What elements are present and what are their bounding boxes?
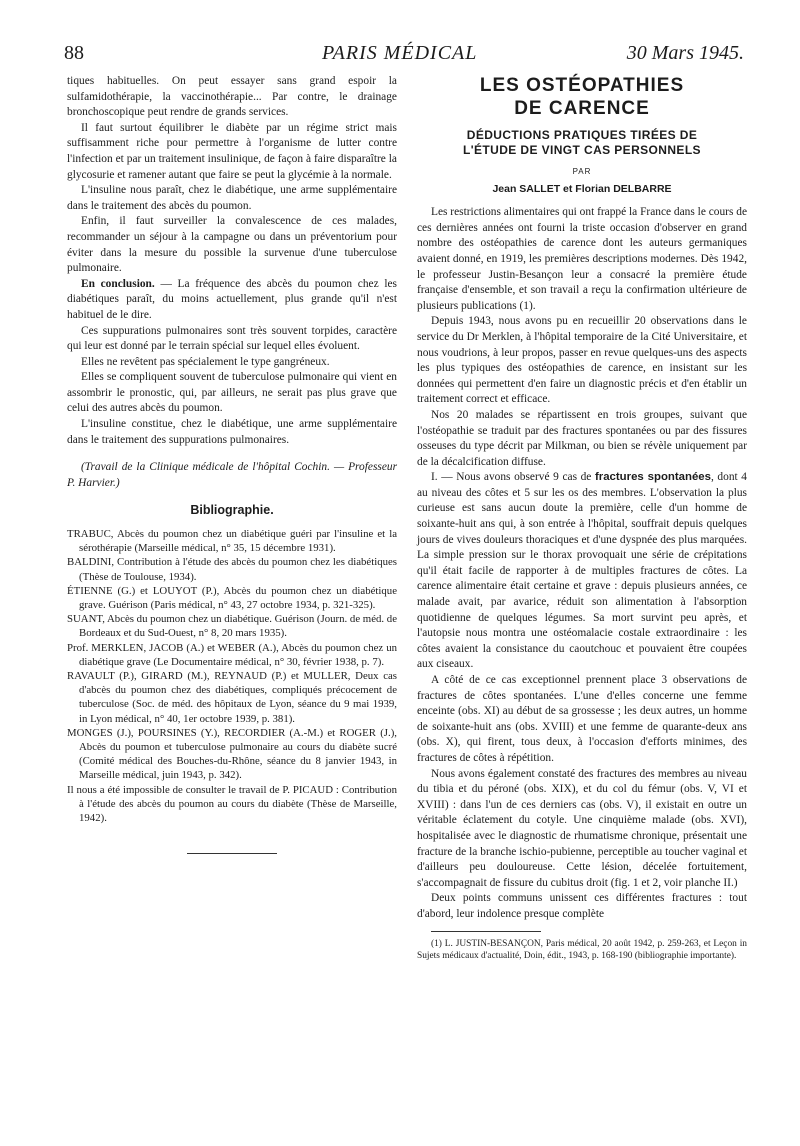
paragraph: tiques habituelles. On peut essayer sans grand espoir la sulfamidothérapie, la vaccinothérapie... Par contre, le drainage bronchoscopique peut rendre de grands services. [67,75,397,119]
fractures-paragraph [417,470,747,673]
emphasis-term: fractures spontanées [594,471,711,484]
paragraph: Deux points communs unissent ces différentes fractures : tout d'abord, leur indolence presque complète [417,892,747,920]
paragraph: Les restrictions alimentaires qui ont frappé la France dans le cours de ces dernières années ont fourni la triste occasion d'observer en grand nombre des ostéopathies de carence dont les auteurs germaniques avaient donné, en 1919, les premières descriptions modernes. Dès 1942, le professeur Justin-Besançon leur a consacré la première étude française d'ensemble, et son travail a reçu la confirmation ultérieure de plusieurs publications (1). [417,206,747,312]
reference-item: SUANT, Abcès du poumon chez un diabétique. Guérison (Journ. de méd. de Bordeaux et du Sud-Ouest, n° 8, 20 mars 1935). [67,613,397,640]
title-line: LES OSTÉOPATHIES [479,75,685,96]
subtitle-line: L'ÉTUDE DE VINGT CAS PERSONNELS [463,143,701,157]
bibliography-title: Bibliographie. [190,503,274,518]
paragraph: Enfin, il faut surveiller la convalescence de ces malades, recommander un séjour à la campagne ou dans un préventorium pour éviter dans la mesure du possible la survenue d'une tuberculose pulmonaire. [67,215,397,275]
page-number: 88 [64,42,84,64]
text-run: I. — Nous avons observé 9 cas de [431,471,595,484]
footnote: (1) L. JUSTIN-BESANÇON, Paris médical, 20 août 1942, p. 259-263, et Leçon in Sujets médicaux d'actualité, Doin, édit., 1943, p. 168-190 (bibliographie importante). [417,938,747,961]
authors: Jean SALLET et Florian DELBARRE [492,182,672,195]
paragraph: Il faut surtout équilibrer le diabète par un régime strict mais suffisamment riche pour permettre à l'organisme de lutter contre l'infection et par un traitement insulinique, de façon à faire disparaître la glycosurie et ramener autant que faire se peut la glycémie à la normale. [67,121,397,181]
article-subtitle [417,128,747,158]
footnote-rule [431,931,541,932]
left-column [67,74,397,854]
article-title [417,74,747,120]
conclusion-paragraph [67,277,397,324]
paragraph: A côté de ce cas exceptionnel prennent place 3 observations de fractures de côtes spontanées. L'une d'elles concerne une femme enceinte (obs. XI) au début de sa grossesse ; les deux autres, un homme de soixante-huit ans (obs. XVIII) et une femme de quarante-deux ans (obs. X), qui firent, tous deux, à l'occasion d'efforts minimes, des fractures de côtes à répétition. [417,674,747,764]
paragraph: Nos 20 malades se répartissent en trois groupes, suivant que l'ostéopathie se traduit par des fractures spontanées ou par des fissures osseuses du type décrit par Milkman, ou bien se révèle uniquement par de la décalcification diffuse. [417,408,747,468]
paragraph: L'insuline constitue, chez le diabétique, une arme supplémentaire dans le traitement des suppurations pulmonaires. [67,418,397,446]
reference-item: RAVAULT (P.), GIRARD (M.), REYNAUD (P.) et MULLER, Deux cas d'abcès du poumon chez des diabétiques, compliqués précocement de tuberculose (Soc. de méd. des hôpitaux de Lyon, séance du 9 mai 1939, in Lyon médical, n° 40, 1er octobre 1939, p. 381). [67,670,397,725]
end-rule [187,853,277,854]
page-header [64,42,744,70]
affiliation-caption: (Travail de la Clinique médicale de l'hôpital Cochin. — Professeur P. Harvier.) [67,461,397,489]
paragraph: Elles se compliquent souvent de tuberculose pulmonaire qui vient en assombrir le pronostic, qui, par ailleurs, ne serait pas plus grave que celui des autres abcès du poumon. [67,371,397,415]
paragraph: Ces suppurations pulmonaires sont très souvent torpides, caractère qui leur est donné par le terrain spécial sur lequel elles évoluent. [67,324,397,353]
reference-item: TRABUC, Abcès du poumon chez un diabétique guéri par l'insuline et la sérothérapie (Marseille médical, n° 35, 15 décembre 1931). [67,528,397,555]
byline-par: PAR [572,167,592,176]
conclusion-lead: En conclusion. [81,277,155,290]
reference-item: BALDINI, Contribution à l'étude des abcès du poumon chez les diabétiques (Thèse de Toulouse, 1934). [67,556,397,583]
reference-item: Il nous a été impossible de consulter le travail de P. PICAUD : Contribution à l'étude des abcès du poumon au cours du diabète (Thèse de Marseille, 1942). [67,783,397,825]
issue-date: 30 Mars 1945. [626,42,744,64]
paragraph: Elles ne revêtent pas spécialement le type gangréneux. [81,355,330,368]
paragraph: Depuis 1943, nous avons pu en recueillir 20 observations dans le service du Dr Merklen, à l'hôpital temporaire de la Cité Universitaire, et nous voudrions, à leur propos, passer en revue quelques-uns des aspects les plus typiques des ostéopathies de carence, en insistant sur les données qui permettent d'en faire un diagnostic précis et d'en établir un traitement correct et efficace. [417,315,747,406]
reference-item: MONGES (J.), POURSINES (Y.), RECORDIER (A.-M.) et ROGER (J.), Abcès du poumon et tuberculose pulmonaire au cours du diabète sucré (Comité médical des Bouches-du-Rhône, séance du 8 janvier 1943, in Marseille médical, juin 1943, p. 342). [67,726,397,782]
subtitle-line: DÉDUCTIONS PRATIQUES TIRÉES DE [466,128,698,142]
journal-name: PARIS MÉDICAL [322,42,478,64]
conclusion-text: — La fréquence des abcès du poumon chez les diabétiques paraît, du moins actuellement, plus grande qu'il n'est habituel de le dire. [67,277,397,321]
reference-item: Prof. MERKLEN, JACOB (A.) et WEBER (A.), Abcès du poumon chez un diabétique grave (Le Documentaire médical, n° 30, février 1938, p. 7). [67,641,397,668]
title-line: DE CARENCE [514,98,650,119]
text-run: , dont 4 au niveau des côtes et 5 sur les os des membres. L'observation la plus curieuse est sans aucun doute la première, celle d'un homme de soixante-huit ans qui, à son entrée à l'hôpital, souffrait depuis quelques jours de vives douleurs thoraciques et d'une dyspnée des plus marquées. La simple pression sur le thorax provoquait une série de crépitations qu'il était facile de rapporter à de multiples fractures de côtes. La carence alimentaire était certaine et grave : depuis plusieurs années, ce malade avait, par avarice, réduit son alimentation à l'absorption quotidienne de quelques légumes. Sa mort survint peu après, et l'autopsie nous montra une ostéomalacie costale extraordinaire : les côtes avaient la consistance du caoutchouc et pouvaient être coupées aux ciseaux. [417,471,747,671]
paragraph: L'insuline nous paraît, chez le diabétique, une arme supplémentaire dans le traitement des abcès du poumon. [67,184,397,212]
reference-item: ÉTIENNE (G.) et LOUYOT (P.), Abcès du poumon chez un diabétique grave. Guérison (Paris médical, n° 43, 27 octobre 1934, p. 321-325). [67,584,397,612]
right-column [417,74,747,962]
paragraph: Nous avons également constaté des fractures des membres au niveau du tibia et du péroné (obs. XIX), et du col du fémur (obs. V, VI et XVIII) : dans l'un de ces derniers cas (obs. V), il existait en outre un véritable éclatement du cotyle. Une cinquième malade (obs. XVI), hospitalisée avec le diagnostic de rhumatisme chronique, présentait une fracture de la branche ischio-pubienne, perceptible au toucher vaginal et d'ailleurs peu douloureuse. Cette lésion, décelée fortuitement, s'accompagnait de fissure du cubitus droit (fig. 1 et 2, voir planche II.) [417,767,747,889]
